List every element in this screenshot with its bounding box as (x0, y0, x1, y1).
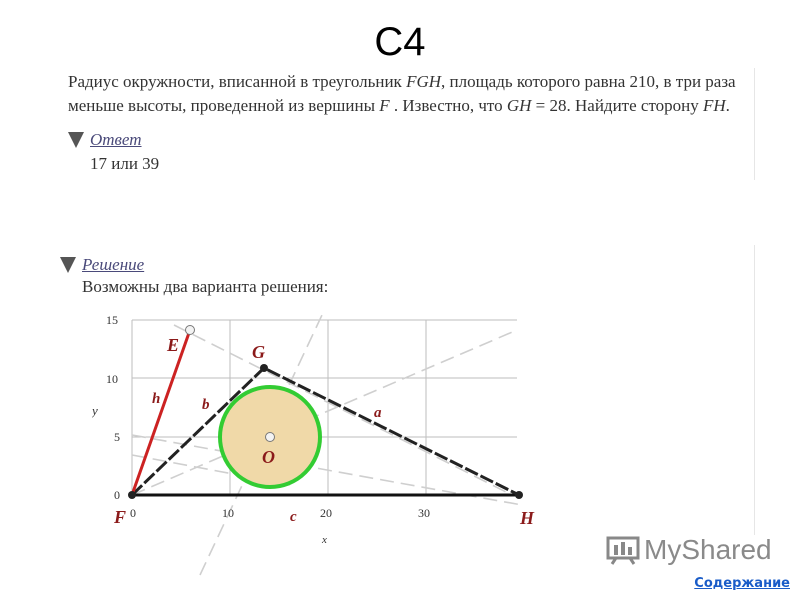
answer-value: 17 или 39 (90, 154, 160, 173)
y-tick-10: 10 (106, 372, 118, 386)
x-axis-label: x (322, 534, 327, 546)
logo-text: MyShared (644, 534, 772, 565)
problem-text-segment: . (725, 96, 730, 115)
expand-triangle-icon (60, 257, 76, 273)
answer-label: Ответ (90, 130, 142, 149)
point-F (128, 491, 136, 499)
solution-text: Возможны два варианта решения: (82, 277, 329, 296)
y-tick-0: 0 (114, 488, 120, 502)
problem-text-segment: GH (506, 96, 532, 115)
y-axis-label: y (92, 403, 98, 418)
problem-text-segment: = 28. Найдите сторону (531, 96, 703, 115)
problem-text-segment: , площадь которого равна 210, в три раза меньше высоты, проведенной из вершины (68, 72, 736, 115)
label-H: H (520, 508, 535, 528)
myshared-logo (606, 534, 772, 566)
altitude-h (132, 330, 190, 495)
triangle-fgh (132, 368, 519, 495)
label-F: F (114, 507, 127, 527)
point-G (260, 364, 268, 372)
label-c: c (290, 509, 297, 525)
label-E: E (167, 335, 180, 355)
expand-triangle-icon (68, 132, 84, 148)
label-a: a (374, 405, 382, 421)
label-h: h (152, 391, 161, 407)
solution-toggle[interactable] (60, 255, 144, 275)
point-H (515, 491, 523, 499)
problem-text-segment: FGH (406, 72, 442, 91)
label-O: O (262, 447, 275, 467)
contents-link[interactable]: Содержание (694, 576, 790, 591)
problem-text-segment: . Известно, что (389, 96, 507, 115)
label-G: G (252, 342, 265, 362)
problem-text (68, 70, 748, 118)
problem-text-segment: Радиус окружности, вписанной в треугольник (68, 72, 407, 91)
y-tick-5: 5 (114, 430, 120, 444)
x-tick-30: 30 (418, 506, 430, 520)
problem-text-segment: F (379, 96, 390, 115)
answer-toggle[interactable] (68, 130, 142, 150)
x-tick-10: 10 (222, 506, 234, 520)
point-E (186, 326, 195, 335)
x-tick-20: 20 (320, 506, 332, 520)
label-b: b (202, 397, 210, 413)
guide-line-3 (174, 325, 512, 495)
solution-label: Решение (82, 255, 145, 274)
presentation-board-icon (606, 535, 640, 565)
y-tick-15: 15 (106, 313, 118, 327)
geometry-figure (92, 305, 592, 615)
x-tick-0: 0 (130, 506, 136, 520)
problem-text-segment: FH (703, 96, 726, 115)
problem-panel (62, 68, 755, 180)
point-O (266, 433, 275, 442)
slide-title: С4 (374, 20, 426, 64)
solution-panel (52, 245, 755, 546)
